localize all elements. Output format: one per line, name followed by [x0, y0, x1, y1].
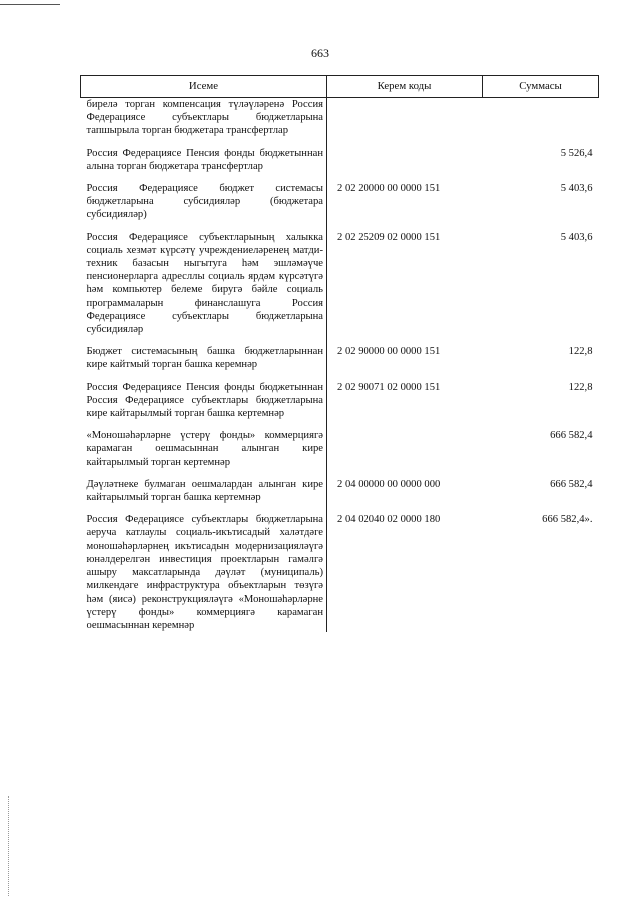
row-sum: 5 526,4 — [560, 147, 593, 159]
row-sum: 666 582,4 — [550, 430, 593, 442]
top-margin-rule — [0, 4, 60, 5]
table-row — [81, 381, 599, 421]
row-code: 2 02 90071 02 0000 151 — [337, 381, 441, 393]
row-sum: 5 403,6 — [560, 231, 593, 243]
table-header-row — [81, 76, 599, 98]
row-name: Россия Федерациясе субъектларының халыкка социаль хезмәт күрсәтү учреждениеләренең матди-техник базасын ныгытуга һәм эшләмәүче пенсионерларга адресллы социаль ярдәм күрсәтүгә һәм компьютер белеме биругә бәйле социаль программаларын финанслашуга Россия Федерациясе субъектлары бюджетларына субсидияләр — [86, 231, 323, 336]
table-row — [81, 513, 599, 632]
table-row — [81, 345, 599, 371]
row-code: 2 04 02040 02 0000 180 — [337, 514, 441, 526]
row-name: Дәүләтнеке булмаган оешмалардан алынган кире кайтарылмый торган башка кертемнәр — [86, 478, 323, 504]
row-sum: 666 582,4 — [550, 478, 593, 490]
table-row — [81, 429, 599, 469]
row-code: 2 04 00000 00 0000 000 — [337, 478, 441, 490]
row-sum: 122,8 — [568, 346, 593, 358]
page-number: 663 — [311, 46, 329, 60]
row-name: Россия Федерациясе субъектлары бюджетларына аеруча катлаулы социаль-икътисадый халәтдәге моношәһәрләрнең икътисадын модернизацияләүгә юнәлдерелгән инвестиция проектларын гамәлгә ашыру максатларында дәүләт (муниципаль) милкендәге инфраструктура объектларын төзүгә һәм (яисә) реконструкцияләүгә «Моношәһәрләрне үстерү фонды» коммерциягә карамаган оешмасыннан керемнәр — [86, 514, 323, 631]
row-sum: 122,8 — [568, 381, 593, 393]
row-name: Россия Федерациясе бюджет системасы бюджетларына субсидияләр (бюджетара субсидияләр) — [86, 183, 323, 221]
table-row — [81, 182, 599, 222]
row-code: 2 02 90000 00 0000 151 — [337, 346, 441, 358]
row-code: 2 02 25209 02 0000 151 — [337, 231, 441, 243]
row-code: 2 02 20000 00 0000 151 — [337, 183, 441, 195]
scan-edge-marks — [8, 796, 11, 896]
row-name: Россия Федерациясе Пенсия фонды бюджетыннан алына торган бюджетара трансфертлар — [86, 147, 323, 172]
table-row — [81, 231, 599, 337]
row-name: бирелә торган компенсация түләүләренә Россия Федерациясе субъектлары бюджетларына тапшырыла торган бюджетара трансфертлар — [86, 99, 323, 137]
table-row — [81, 478, 599, 504]
column-header-code: Керем коды — [327, 76, 483, 98]
budget-revenue-table — [80, 75, 599, 632]
row-name: «Моношәһәрләрне үстерү фонды» коммерциягә карамаган оешмасыннан алынган кире кайтарылмый торган кертемнәр — [86, 430, 323, 468]
table-row — [81, 98, 599, 138]
column-header-name: Исеме — [81, 76, 327, 98]
row-sum: 666 582,4». — [542, 514, 593, 526]
row-name: Россия Федерациясе Пенсия фонды бюджетыннан Россия Федерациясе субъектлары бюджетларына кире кайтарылмый торган башка кертемнәр — [86, 381, 323, 420]
table-row — [81, 147, 599, 173]
row-sum: 5 403,6 — [560, 183, 593, 195]
column-header-sum: Суммасы — [483, 76, 599, 98]
row-name: Бюджет системасының башка бюджетларыннан кире кайтмый торган башка керемнәр — [86, 346, 323, 371]
